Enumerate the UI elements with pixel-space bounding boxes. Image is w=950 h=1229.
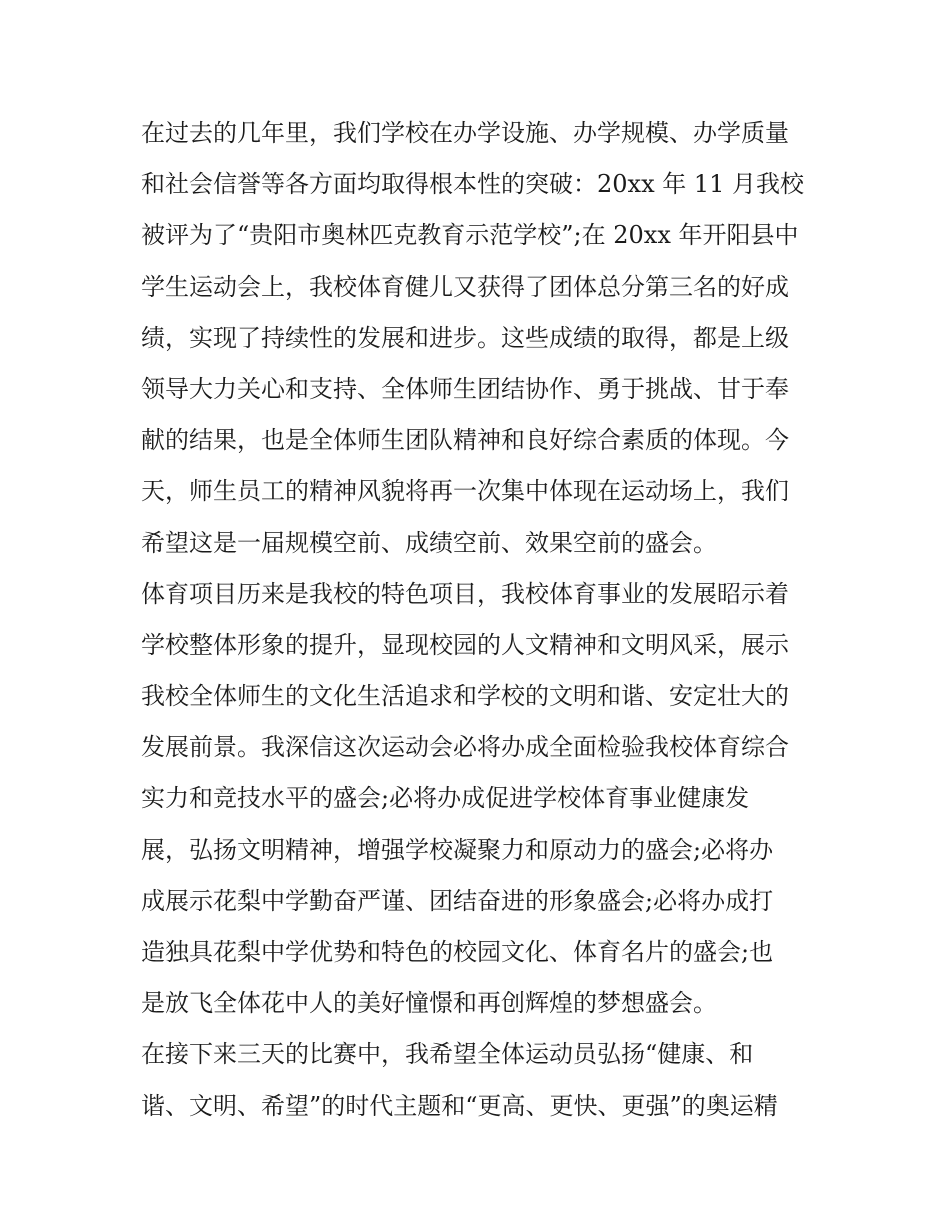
text-line: 是放飞全体花中人的美好憧憬和再创辉煌的梦想盛会。 xyxy=(141,989,717,1018)
text-line: 谐、文明、希望”的时代主题和“更高、更快、更强”的奥运精 xyxy=(141,1091,778,1120)
text-line: 我校全体师生的文化生活追求和学校的文明和谐、安定壮大的 xyxy=(141,682,789,711)
text-line: 在过去的几年里，我们学校在办学设施、办学规模、办学质量 xyxy=(141,119,789,147)
text-line: 和社会信誉等各方面均取得根本性的突破：20xx 年 11 月我校 xyxy=(141,170,805,199)
text-line: 绩，实现了持续性的发展和进步。这些成绩的取得，都是上级 xyxy=(141,323,789,352)
text-line: 发展前景。我深信这次运动会必将办成全面检验我校体育综合 xyxy=(141,733,789,762)
text-line: 在接下来三天的比赛中，我希望全体运动员弘扬“健康、和 xyxy=(141,1040,754,1069)
text-line: 献的结果，也是全体师生团队精神和良好综合素质的体现。今 xyxy=(141,426,789,455)
text-line: 造独具花梨中学优势和特色的校园文化、体育名片的盛会;也 xyxy=(141,938,774,966)
body-text xyxy=(141,108,821,1132)
text-line: 学校整体形象的提升，显现校园的人文精神和文明风采，展示 xyxy=(141,630,789,659)
text-line: 展，弘扬文明精神，增强学校凝聚力和原动力的盛会;必将办 xyxy=(141,835,774,864)
text-line: 被评为了“贵阳市奥林匹克教育示范学校”;在 20xx 年开阳县中 xyxy=(141,221,799,250)
text-line: 天，师生员工的精神风貌将再一次集中体现在运动场上，我们 xyxy=(141,477,789,506)
text-line: 体育项目历来是我校的特色项目，我校体育事业的发展昭示着 xyxy=(141,579,789,608)
text-line: 领导大力关心和支持、全体师生团结协作、勇于挑战、甘于奉 xyxy=(141,374,789,403)
text-line: 实力和竞技水平的盛会;必将办成促进学校体育事业健康发 xyxy=(141,784,750,813)
text-line: 学生运动会上，我校体育健儿又获得了团体总分第三名的好成 xyxy=(141,272,789,301)
text-line: 希望这是一届规模空前、成绩空前、效果空前的盛会。 xyxy=(141,528,717,557)
text-line: 成展示花梨中学勤奋严谨、团结奋进的形象盛会;必将办成打 xyxy=(141,886,774,915)
